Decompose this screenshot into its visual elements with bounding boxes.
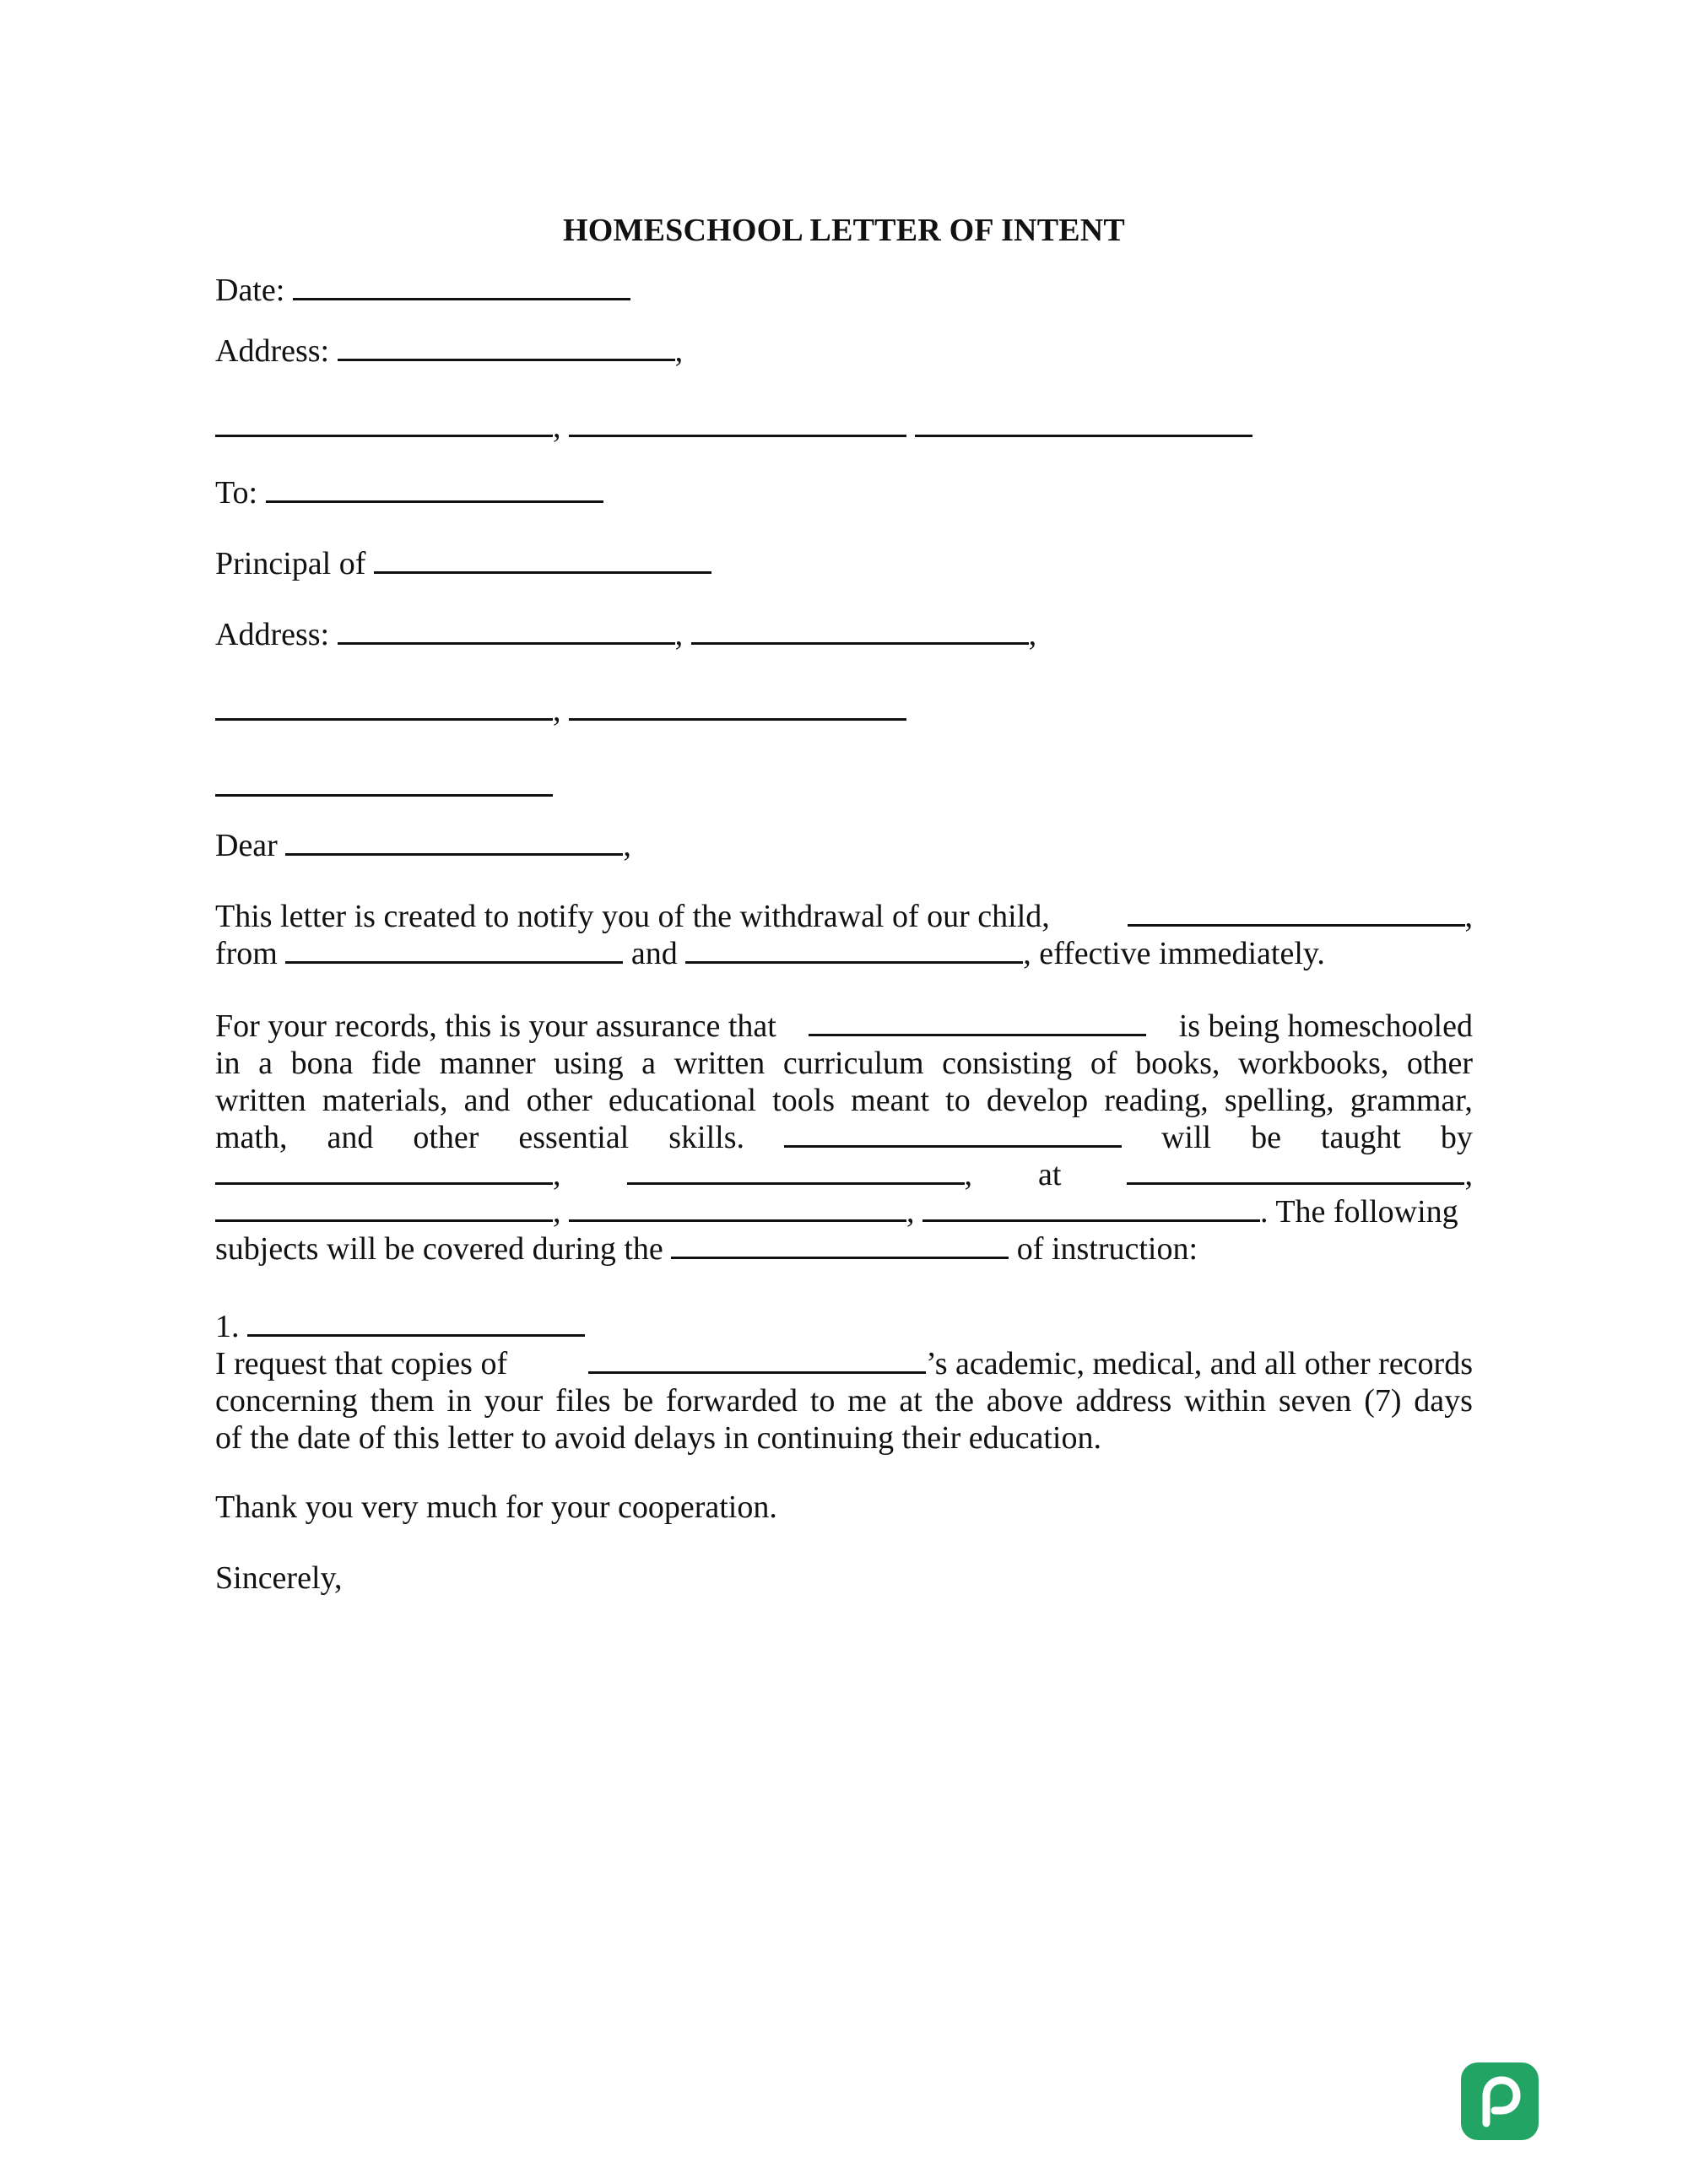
word: files — [555, 1383, 611, 1419]
recipient-name-blank[interactable] — [285, 828, 623, 856]
teacher-name-blank[interactable] — [215, 1157, 553, 1185]
comma: , — [553, 693, 561, 728]
word: in — [446, 1383, 472, 1419]
and-label: and — [630, 936, 678, 971]
word: in — [215, 1046, 241, 1081]
word: consisting — [942, 1046, 1073, 1081]
from-school-blank[interactable] — [285, 936, 623, 964]
thanks-line: Thank you very much for your cooperation. — [215, 1489, 777, 1525]
word: forwarded — [665, 1383, 798, 1419]
word: spelling, — [1224, 1083, 1334, 1118]
to-blank[interactable] — [266, 475, 603, 503]
comma: , — [964, 1157, 973, 1192]
word: written — [674, 1046, 766, 1081]
withdrawal-paragraph — [215, 898, 1473, 972]
assurance-line-3 — [215, 1082, 1473, 1119]
school-city-blank[interactable] — [215, 693, 553, 721]
from-date-blank[interactable] — [685, 936, 1023, 964]
assurance-line-7 — [215, 1230, 1473, 1268]
school-address-line — [215, 616, 1036, 653]
school-address-label: Address: — [215, 617, 330, 652]
records-line-3: of the date of this letter to avoid delays in continuing their education. — [215, 1420, 1101, 1456]
word: fide — [371, 1046, 422, 1081]
address-state-blank[interactable] — [569, 409, 906, 437]
word: of — [1090, 1046, 1117, 1081]
to-line — [215, 474, 603, 511]
principal-line — [215, 545, 711, 582]
location-state-blank[interactable] — [569, 1194, 906, 1222]
comma: , — [623, 828, 631, 863]
records-text: I request that copies of — [215, 1346, 508, 1381]
word: them — [370, 1383, 435, 1419]
word: educational — [608, 1083, 757, 1118]
effective-text: , effective immediately. — [1023, 936, 1325, 971]
salutation-line — [215, 827, 631, 864]
sender-address-line — [215, 332, 683, 370]
word: skills. — [668, 1120, 744, 1155]
records-student-blank[interactable] — [588, 1346, 926, 1374]
comma: , — [1464, 899, 1473, 934]
subject-list-item — [215, 1308, 585, 1345]
address-street-blank[interactable] — [338, 333, 675, 361]
word: meant — [851, 1083, 930, 1118]
comma: , — [674, 617, 684, 652]
at-label: at — [1038, 1157, 1062, 1192]
assurance-paragraph — [215, 1008, 1473, 1268]
school-street-blank[interactable] — [338, 617, 675, 645]
comma: , — [553, 409, 561, 445]
address-city-blank[interactable] — [215, 409, 553, 437]
word: at — [899, 1383, 922, 1419]
word: above — [986, 1383, 1063, 1419]
word: a — [258, 1046, 273, 1081]
date-line — [215, 272, 630, 309]
p-logo-icon — [1461, 2062, 1539, 2140]
instruction-text: of instruction: — [1016, 1231, 1198, 1267]
sender-city-line — [215, 408, 1252, 446]
assurance-line-4 — [215, 1119, 1473, 1156]
word: bona — [290, 1046, 354, 1081]
word: your — [484, 1383, 544, 1419]
word: using — [554, 1046, 624, 1081]
date-label: Date: — [215, 273, 285, 308]
date-blank[interactable] — [293, 273, 630, 300]
school-zip-blank[interactable] — [215, 769, 553, 797]
word: materials, — [322, 1083, 448, 1118]
word: written — [215, 1083, 306, 1118]
word: be — [1251, 1120, 1281, 1155]
comma: , — [1028, 617, 1037, 652]
word: curriculum — [782, 1046, 924, 1081]
word: other — [413, 1120, 479, 1155]
word: me — [847, 1383, 887, 1419]
list-number: 1. — [215, 1309, 240, 1344]
school-city-line — [215, 692, 906, 729]
word: to — [945, 1083, 971, 1118]
word: other — [526, 1083, 592, 1118]
dear-label: Dear — [215, 828, 278, 863]
word: to — [809, 1383, 836, 1419]
closing-line: Sincerely, — [215, 1560, 343, 1596]
word: other — [1406, 1046, 1473, 1081]
following-text: . The following — [1260, 1194, 1458, 1230]
records-line-2 — [215, 1382, 1473, 1419]
location-city-blank[interactable] — [215, 1194, 553, 1222]
word: reading, — [1104, 1083, 1209, 1118]
student-name-2-blank[interactable] — [784, 1120, 1122, 1148]
word: address — [1075, 1383, 1172, 1419]
word: the — [934, 1383, 974, 1419]
word: taught — [1320, 1120, 1401, 1155]
word: be — [623, 1383, 654, 1419]
records-paragraph — [215, 1345, 1473, 1457]
word: books, — [1135, 1046, 1220, 1081]
assurance-line-2 — [215, 1045, 1473, 1082]
school-state-blank[interactable] — [569, 693, 906, 721]
word: manner — [439, 1046, 536, 1081]
comma: , — [553, 1194, 561, 1230]
address-label: Address: — [215, 333, 330, 369]
word: workbooks, — [1237, 1046, 1389, 1081]
word: and — [463, 1083, 511, 1118]
principal-label: Principal of — [215, 546, 366, 581]
school-name-blank[interactable] — [374, 546, 711, 574]
word: will — [1160, 1120, 1212, 1155]
teacher-relation-blank[interactable] — [627, 1157, 965, 1185]
school-street2-blank[interactable] — [691, 617, 1029, 645]
word: (7) — [1364, 1383, 1402, 1419]
document-title: HOMESCHOOL LETTER OF INTENT — [563, 213, 1125, 248]
word: concerning — [215, 1383, 358, 1419]
student-name-blank[interactable] — [809, 1008, 1146, 1036]
word: essential — [518, 1120, 630, 1155]
assurance-line-6 — [215, 1193, 1473, 1230]
comma: , — [1464, 1157, 1473, 1192]
homeschooled-text: is being homeschooled — [1178, 1008, 1473, 1044]
school-zip-line — [215, 768, 553, 805]
to-label: To: — [215, 475, 258, 511]
comma: , — [553, 1157, 561, 1192]
word: math, — [215, 1120, 288, 1155]
comma: , — [674, 333, 684, 369]
word: days — [1414, 1383, 1473, 1419]
word: develop — [986, 1083, 1089, 1118]
from-label: from — [215, 936, 278, 971]
assurance-line-5 — [215, 1156, 1473, 1193]
subject-blank[interactable] — [247, 1309, 585, 1337]
child-name-blank[interactable] — [1128, 899, 1465, 927]
word: a — [641, 1046, 657, 1081]
word: seven — [1278, 1383, 1352, 1419]
word: and — [327, 1120, 374, 1155]
location-zip-blank[interactable] — [922, 1194, 1260, 1222]
word: tools — [772, 1083, 836, 1118]
assurance-text: For your records, this is your assurance that — [215, 1008, 776, 1044]
subjects-text: subjects will be covered during the — [215, 1231, 663, 1267]
comma: , — [906, 1194, 915, 1230]
address-zip-blank[interactable] — [915, 409, 1252, 437]
word: within — [1184, 1383, 1267, 1419]
word: by — [1440, 1120, 1473, 1155]
withdrawal-text: This letter is created to notify you of the withdrawal of our child, — [215, 899, 1050, 934]
records-text-end: ’s academic, medical, and all other records — [926, 1346, 1473, 1381]
word: grammar, — [1350, 1083, 1473, 1118]
period-blank[interactable] — [671, 1231, 1009, 1259]
location-street-blank[interactable] — [1127, 1157, 1464, 1185]
